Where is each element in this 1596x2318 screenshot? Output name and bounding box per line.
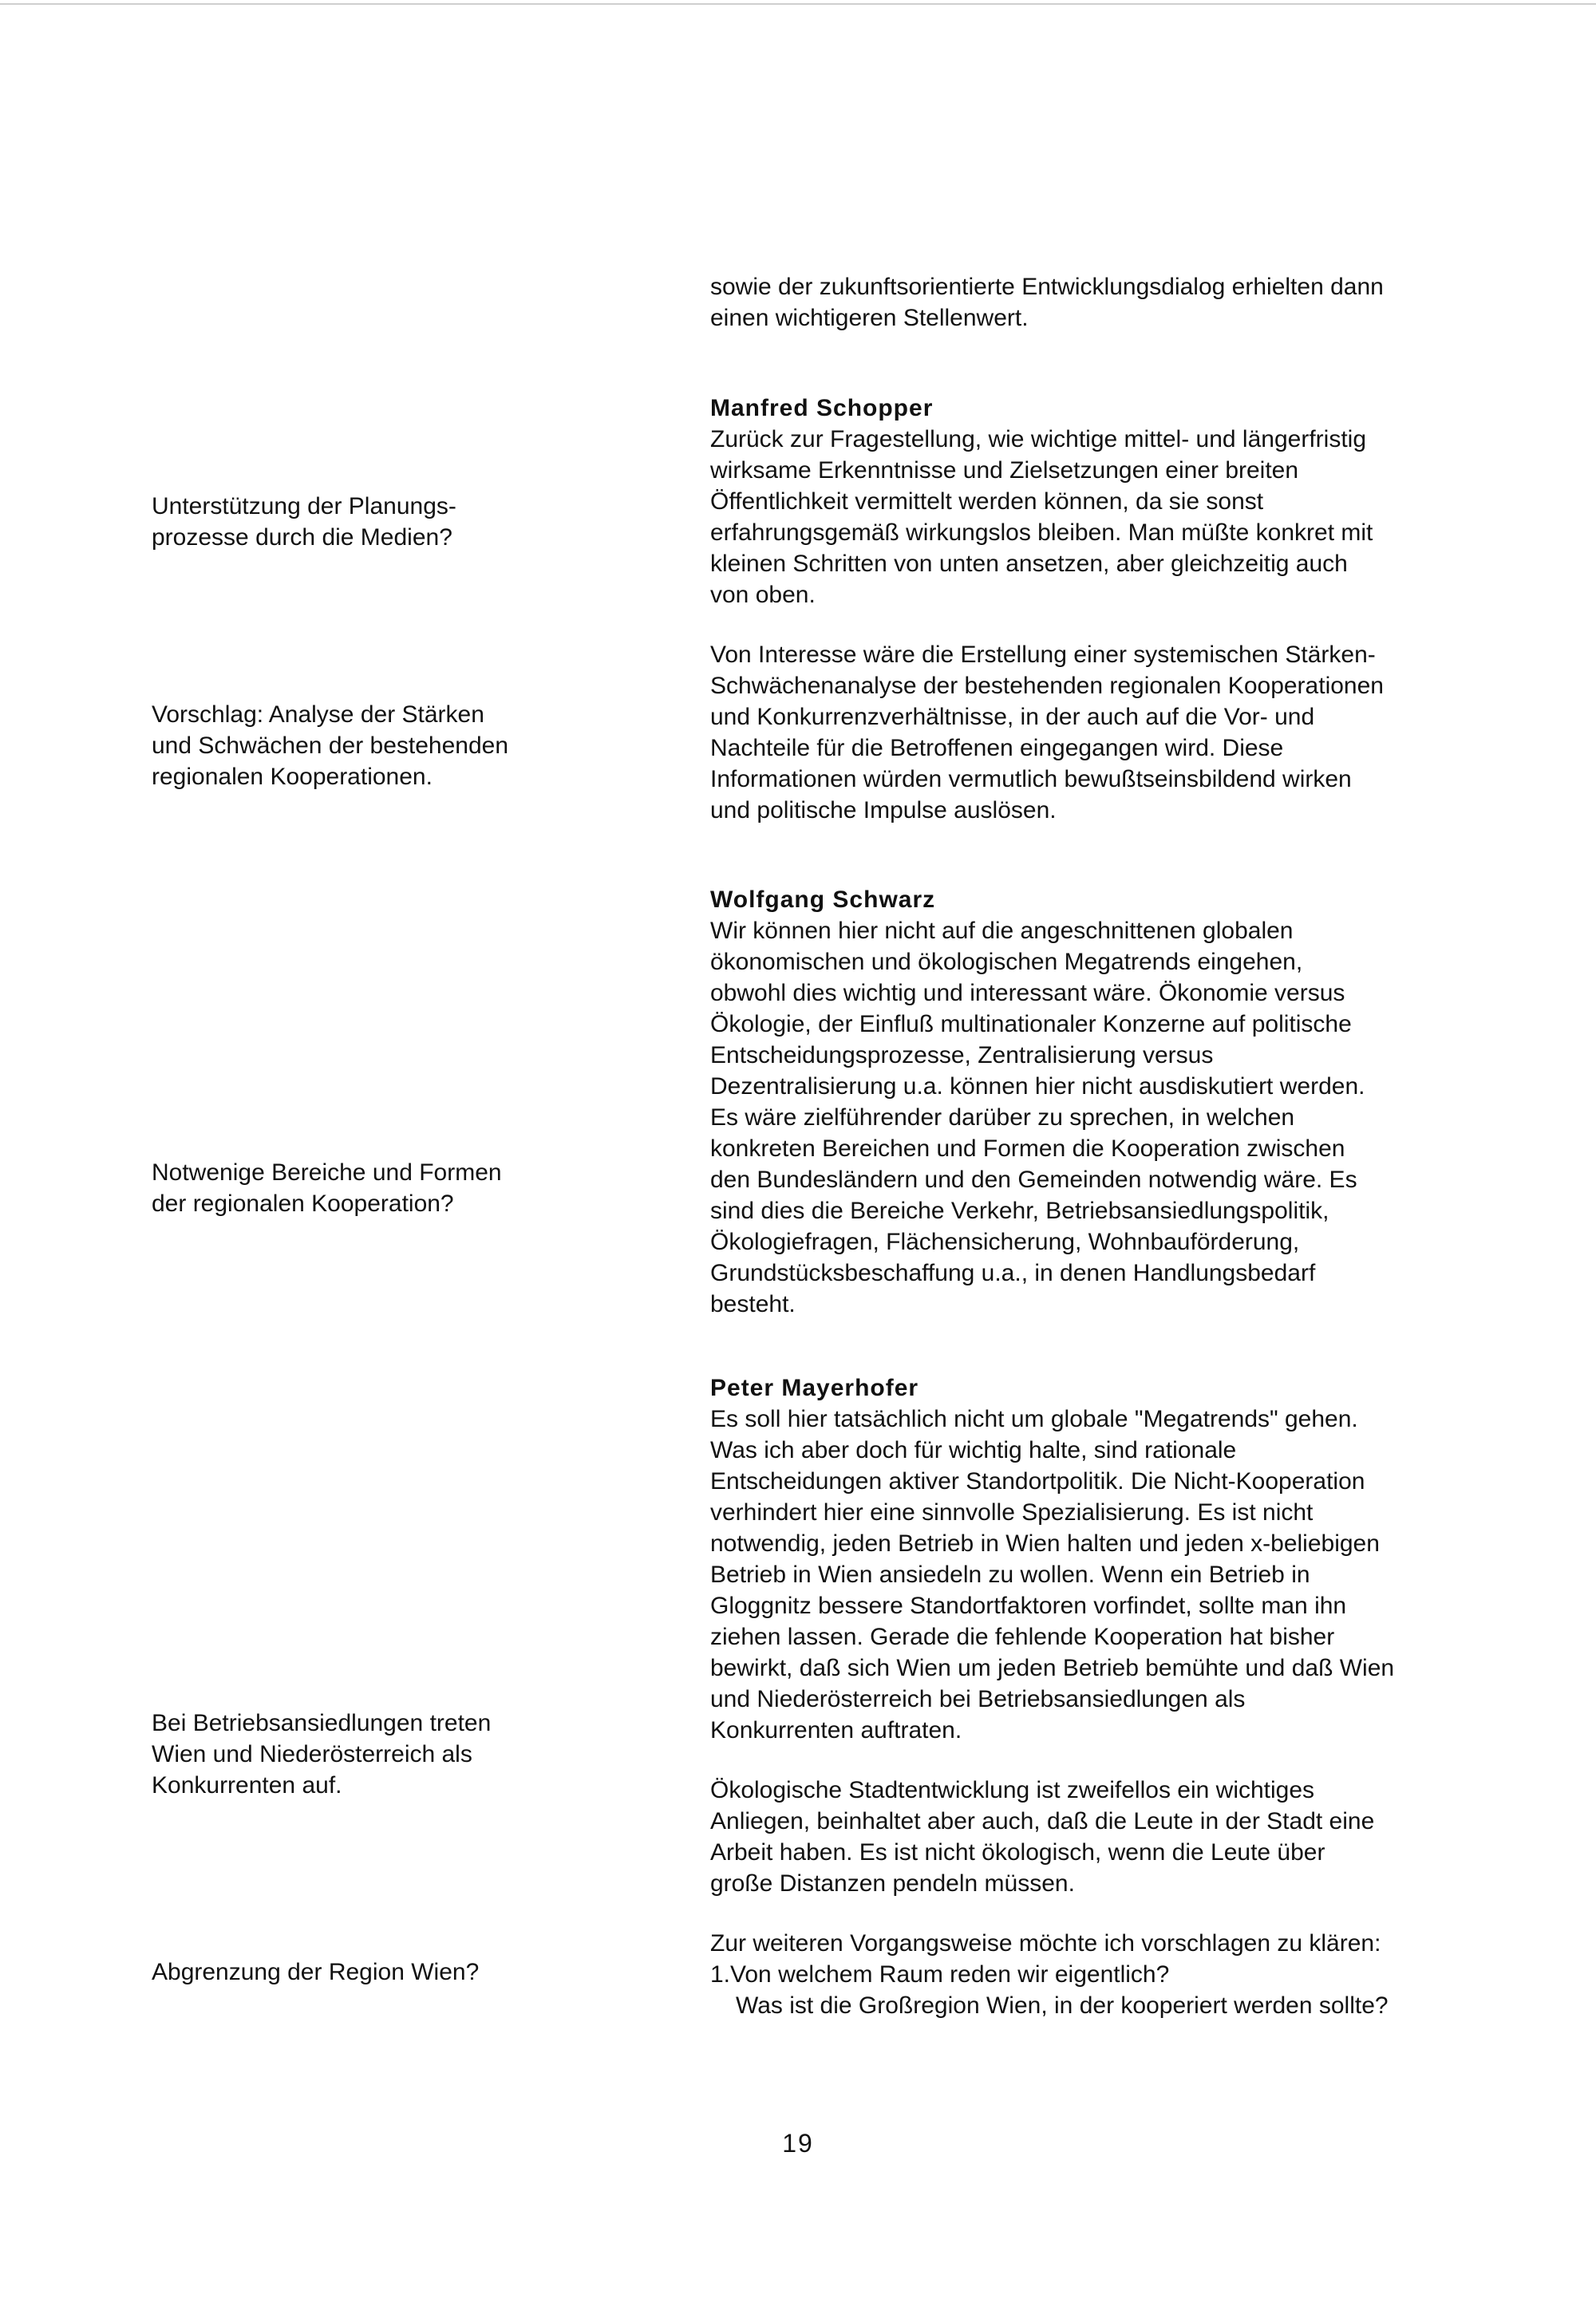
section-schopper <box>710 393 1532 826</box>
paragraph: Zurück zur Fragestellung, wie wichtige mittel- und längerfristig wirksame Erkenntnisse und Zielsetzungen einer breiten Öffentlichkeit vermittelt werden können, da sie sonst erfahrungsgemäß wirkungslos bleiben. Man müßte konkret mit kleinen Schritten von unten ansetzen, aber gleichzeitig auch von oben. <box>710 426 1373 608</box>
intro-paragraph: sowie der zukunftsorientierte Entwicklungsdialog erhielten dann einen wichtigeren Stellenwert. <box>710 274 1384 331</box>
speaker-name: Manfred Schopper <box>710 395 934 421</box>
paragraph: Wir können hier nicht auf die angeschnittenen globalen ökonomischen und ökologischen Megatrends eingehen, obwohl dies wichtig und interessant wäre. Ökonomie versus Ökologie, der Einfluß multinationaler Konzerne auf politische Entscheidungsprozesse, Zentralisierung versus Dezentralisierung u.a. können hier nicht ausdiskutiert werden. Es wäre zielführender darüber zu sprechen, in welchen konkreten Bereichen und Formen die Kooperation zwischen den Bundesländern und den Gemeinden notwendig wäre. Es sind dies die Bereiche Verkehr, Betriebsansiedlungspolitik, Ökologiefragen, Flächensicherung, Wohnbauförderung, Grundstücksbeschaffung u.a., in denen Handlungsbedarf besteht. <box>710 918 1365 1317</box>
section-mayerhofer <box>710 1372 1532 2021</box>
paragraph: Ökologische Stadtentwicklung ist zweifellos ein wichtiges Anliegen, beinhaltet aber auch, daß die Leute in der Stadt eine Arbeit haben. Es ist nicht ökologisch, wenn die Leute über große Distanzen pendeln müssen. <box>710 1777 1375 1897</box>
paragraph: Von Interesse wäre die Erstellung einer systemischen Stärken- Schwächenanalyse der bestehenden regionalen Kooperationen und Konkurrenzverhältnisse, in der auch auf die Vor- und Nachteile für die Betroffenen eingegangen wird. Diese Informationen würden vermutlich bewußtseinsbildend wirken und politische Impulse auslösen. <box>710 642 1384 823</box>
page-number: 19 <box>782 2129 814 2158</box>
margin-note-planning: Unterstützung der Planungs- prozesse durch die Medien? <box>152 493 456 551</box>
margin-note-settlement: Bei Betriebsansiedlungen treten Wien und Niederösterreich als Konkurrenten auf. <box>152 1710 492 1799</box>
paragraph: Es soll hier tatsächlich nicht um globale "Megatrends" gehen. Was ich aber doch für wichtig halte, sind rationale Entscheidungen aktiver Standortpolitik. Die Nicht-Kooperation verhindert hier eine sinnvolle Spezialisierung. Es ist nicht notwendig, jeden Betrieb in Wien halten und jeden x-beliebigen Betrieb in Wien ansiedeln zu wollen. Wenn ein Betrieb in Gloggnitz bessere Standortfaktoren vorfindet, sollte man ihn ziehen lassen. Gerade die fehlende Kooperation hat bisher bewirkt, daß sich Wien um jeden Betrieb bemühte und daß Wien und Niederösterreich bei Betriebsansiedlungen als Konkurrenten auftraten. <box>710 1406 1395 1743</box>
speaker-name: Peter Mayerhofer <box>710 1375 919 1401</box>
margin-note-proposal: Vorschlag: Analyse der Stärken und Schwächen der bestehenden regionalen Kooperationen. <box>152 701 509 790</box>
scan-top-edge <box>0 3 1596 5</box>
speaker-name: Wolfgang Schwarz <box>710 887 936 913</box>
section-schwarz <box>710 884 1532 1320</box>
margin-note-areas: Notwenige Bereiche und Formen der regionalen Kooperation? <box>152 1159 502 1217</box>
paragraph-indented: Was ist die Großregion Wien, in der kooperiert werden sollte? <box>736 1992 1389 2019</box>
margin-note-region: Abgrenzung der Region Wien? <box>152 1959 480 1985</box>
paragraph: Zur weiteren Vorgangsweise möchte ich vorschlagen zu klären: 1.Von welchem Raum reden wir eigentlich? <box>710 1930 1381 1988</box>
